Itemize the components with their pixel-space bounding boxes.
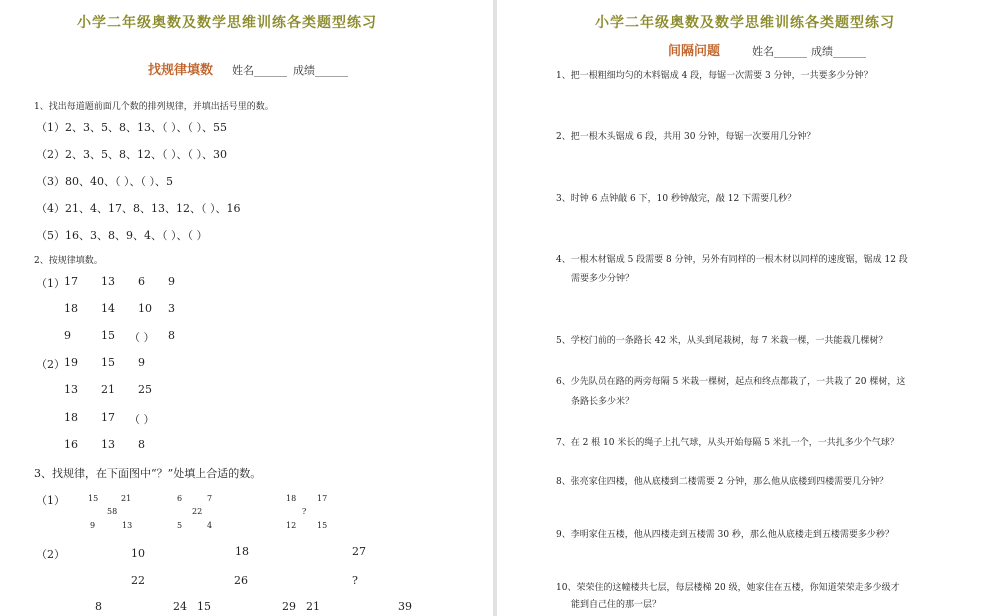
grid-cell: 18	[64, 411, 78, 424]
grid-cell: 8	[138, 438, 145, 451]
grid-cell: 16	[64, 438, 78, 451]
triangle-node-number: 21	[306, 600, 320, 613]
grid-cell: 9	[138, 356, 145, 369]
name-field: 姓名______	[752, 45, 807, 58]
grid-cell: 3	[168, 302, 175, 315]
grid-cell: 8	[168, 329, 175, 342]
q1-item: （5）16、3、8、9、4、（ ）、（ ）	[36, 229, 208, 242]
q2-group1-label: （1）	[36, 277, 65, 290]
name-field: 姓名______	[232, 64, 287, 77]
question-line-continuation: 能到自己住的那一层？	[571, 600, 662, 610]
grid-cell: 21	[101, 383, 115, 396]
box-center-number: ?	[302, 507, 307, 516]
grid-cell: （ ）	[129, 331, 155, 344]
question-line: 2、把一根木头锯成 6 段，共用 30 分钟，每锯一次要用几分钟？	[556, 132, 816, 142]
grid-cell: 15	[101, 329, 115, 342]
triangle-node-number: 27	[352, 545, 366, 558]
grid-cell: 6	[138, 275, 145, 288]
box-corner-number: 17	[317, 494, 328, 503]
grid-cell: 19	[64, 356, 78, 369]
box-corner-number: 21	[121, 494, 132, 503]
box-corner-number: 15	[317, 521, 328, 530]
triangle-node-number: 29	[282, 600, 296, 613]
triangle-node-number: 39	[398, 600, 412, 613]
triangle-node-number: 18	[235, 545, 249, 558]
triangle-center-number: ?	[352, 574, 358, 587]
grid-cell: （ ）	[129, 413, 155, 426]
q2-group2-label: （2）	[36, 358, 65, 371]
q3-part1-label: （1）	[36, 494, 65, 507]
grid-cell: 18	[64, 302, 78, 315]
question-line: 10、荣荣住的这幢楼共七层，每层楼梯 20 级，她家住在五楼，你知道荣荣走多少级才	[556, 583, 900, 593]
question-line: 4、一根木材锯成 5 段需要 8 分钟，另外有同样的一根木材以同样的速度锯，锯成 12 段	[556, 255, 908, 265]
right-page-subtitle: 间隔问题	[668, 44, 721, 59]
q1-instruction: 1、找出每道题前面几个数的排列规律，并填出括号里的数。	[34, 102, 274, 112]
grid-cell: 9	[168, 275, 175, 288]
grid-cell: 15	[101, 356, 115, 369]
q1-item: （2）2、3、5、8、12、（ ）、（ ）、30	[36, 148, 227, 161]
grid-cell: 13	[64, 383, 78, 396]
box-corner-number: 15	[88, 494, 99, 503]
grid-cell: 13	[101, 275, 115, 288]
question-line: 5、学校门前的一条路长 42 米，从头到尾栽树，每 7 米栽一棵，一共能栽几棵树？	[556, 336, 888, 346]
question-line: 6、少先队员在路的两旁每隔 5 米栽一棵树，起点和终点都栽了，一共栽了 20 棵树，这	[556, 377, 906, 387]
box-center-number: 22	[192, 507, 203, 516]
grid-cell: 17	[64, 275, 78, 288]
grid-cell: 14	[101, 302, 115, 315]
score-field: 成绩______	[293, 64, 348, 77]
box-corner-number: 9	[90, 521, 96, 530]
question-line-continuation: 需要多少分钟？	[571, 274, 635, 284]
box-corner-number: 13	[122, 521, 133, 530]
right-page	[497, 0, 982, 616]
left-page-title: 小学二年级奥数及数学思维训练各类题型练习	[77, 15, 377, 31]
box-corner-number: 6	[177, 494, 183, 503]
left-page-subtitle: 找规律填数	[148, 63, 214, 78]
question-line: 3、时钟 6 点钟敲 6 下，10 秒钟敲完，敲 12 下需要几秒？	[556, 194, 797, 204]
question-line-continuation: 条路长多少米？	[571, 397, 635, 407]
box-corner-number: 12	[286, 521, 297, 530]
score-field: 成绩______	[811, 45, 866, 58]
question-line: 7、在 2 根 10 米长的绳子上扎气球，从头开始每隔 5 米扎一个，一共扎多少个气球？	[556, 438, 899, 448]
q3-part2-label: （2）	[36, 548, 65, 561]
box-corner-number: 5	[177, 521, 183, 530]
triangle-center-number: 26	[234, 574, 248, 587]
grid-cell: 13	[101, 438, 115, 451]
q1-item: （3）80、40、（ ）、（ ）、5	[36, 175, 173, 188]
grid-cell: 9	[64, 329, 71, 342]
box-corner-number: 7	[207, 494, 213, 503]
grid-cell: 17	[101, 411, 115, 424]
question-line: 8、张亮家住四楼，他从底楼到二楼需要 2 分钟，那么他从底楼到四楼需要几分钟？	[556, 477, 889, 487]
box-corner-number: 4	[207, 521, 213, 530]
question-line: 9、李明家住五楼，他从四楼走到五楼需 30 秒，那么他从底楼走到五楼需要多少秒？	[556, 530, 894, 540]
q3-instruction: 3、找规律，在下面图中“？”处填上合适的数。	[34, 467, 262, 480]
q1-item: （1）2、3、5、8、13、（ ）、（ ）、55	[36, 121, 227, 134]
box-center-number: 58	[107, 507, 118, 516]
q1-item: （4）21、4、17、8、13、12、（ ）、16	[36, 202, 241, 215]
grid-cell: 10	[138, 302, 152, 315]
triangle-center-number: 22	[131, 574, 145, 587]
triangle-node-number: 8	[95, 600, 102, 613]
triangle-node-number: 15	[197, 600, 211, 613]
triangle-node-number: 24	[173, 600, 187, 613]
grid-cell: 25	[138, 383, 152, 396]
question-line: 1、把一根粗细均匀的木料锯成 4 段，每锯一次需要 3 分钟，一共要多少分钟？	[556, 71, 873, 81]
q2-instruction: 2、按规律填数。	[34, 256, 103, 266]
triangle-node-number: 10	[131, 547, 145, 560]
box-corner-number: 18	[286, 494, 297, 503]
right-page-title: 小学二年级奥数及数学思维训练各类题型练习	[595, 15, 895, 31]
